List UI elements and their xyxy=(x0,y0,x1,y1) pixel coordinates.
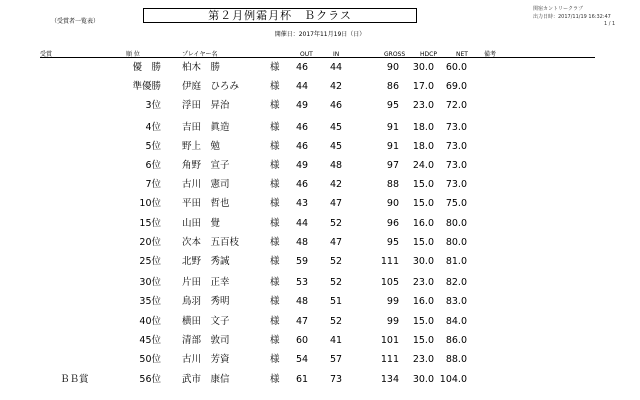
out-score: 49 xyxy=(296,160,309,171)
net-score: 73.0 xyxy=(445,141,467,152)
player-name: 古川 憲司 xyxy=(182,179,230,190)
player-name: 古川 芳資 xyxy=(182,354,230,365)
net-score: 69.0 xyxy=(445,81,467,92)
table-row xyxy=(0,331,640,350)
out-score: 46 xyxy=(296,62,309,73)
gross-score: 95 xyxy=(386,100,399,111)
table-row xyxy=(0,273,640,292)
player-name: 武市 康信 xyxy=(182,374,230,385)
out-score: 54 xyxy=(296,354,309,365)
hdcp-value: 15.0 xyxy=(412,198,434,209)
gross-score: 95 xyxy=(386,237,399,248)
in-score: 48 xyxy=(330,160,343,171)
table-row xyxy=(0,214,640,233)
in-score: 44 xyxy=(330,62,343,73)
hdcp-value: 17.0 xyxy=(412,81,434,92)
player-name: 浮田 昇治 xyxy=(182,100,230,111)
player-name: 野上 勉 xyxy=(182,141,221,152)
player-name: 吉田 眞造 xyxy=(182,122,230,133)
net-score: 104.0 xyxy=(439,374,467,385)
col-gross: GROSS xyxy=(384,51,406,58)
in-score: 45 xyxy=(330,141,343,152)
col-net: NET xyxy=(456,51,468,58)
honorific: 様 xyxy=(270,122,280,133)
in-score: 46 xyxy=(330,100,343,111)
table-row xyxy=(0,58,640,77)
out-score: 44 xyxy=(296,218,309,229)
net-score: 84.0 xyxy=(445,316,467,327)
honorific: 様 xyxy=(270,354,280,365)
honorific: 様 xyxy=(270,335,280,346)
player-name: 山田 覺 xyxy=(182,218,221,229)
player-name: 鳥羽 秀明 xyxy=(182,296,230,307)
hdcp-value: 23.0 xyxy=(412,277,434,288)
out-score: 53 xyxy=(296,277,309,288)
table-row xyxy=(0,233,640,252)
table-row xyxy=(0,370,640,389)
in-score: 42 xyxy=(330,179,343,190)
in-score: 47 xyxy=(330,198,343,209)
rank-cell: 6位 xyxy=(145,160,161,171)
out-score: 49 xyxy=(296,100,309,111)
page-title: 第２月例霜月杯 Ｂクラス xyxy=(143,8,417,23)
rank-cell: 50位 xyxy=(139,354,161,365)
rank-cell: 20位 xyxy=(139,237,161,248)
gross-score: 97 xyxy=(386,160,399,171)
print-timestamp: 出力日時：2017/11/19 16:32:47 xyxy=(533,14,611,20)
in-score: 41 xyxy=(330,335,343,346)
rank-cell: 10位 xyxy=(139,198,161,209)
net-score: 81.0 xyxy=(445,256,467,267)
player-name: 北野 秀誠 xyxy=(182,256,230,267)
net-score: 73.0 xyxy=(445,179,467,190)
honorific: 様 xyxy=(270,100,280,111)
player-name: 伊庭 ひろみ xyxy=(182,81,240,92)
in-score: 47 xyxy=(330,237,343,248)
player-name: 平田 哲也 xyxy=(182,198,230,209)
net-score: 75.0 xyxy=(445,198,467,209)
gross-score: 101 xyxy=(380,335,399,346)
gross-score: 88 xyxy=(386,179,399,190)
net-score: 80.0 xyxy=(445,218,467,229)
honorific: 様 xyxy=(270,141,280,152)
col-in: IN xyxy=(333,51,340,58)
gross-score: 99 xyxy=(386,296,399,307)
table-row xyxy=(0,118,640,137)
hdcp-value: 23.0 xyxy=(412,100,434,111)
player-name: 横田 文子 xyxy=(182,316,230,327)
hdcp-value: 16.0 xyxy=(412,296,434,307)
gross-score: 111 xyxy=(380,354,399,365)
honorific: 様 xyxy=(270,316,280,327)
hdcp-value: 15.0 xyxy=(412,316,434,327)
col-hdcp: HDCP xyxy=(420,51,437,58)
table-row xyxy=(0,350,640,369)
net-score: 83.0 xyxy=(445,296,467,307)
out-score: 44 xyxy=(296,81,309,92)
rank-cell: 40位 xyxy=(139,316,161,327)
table-row xyxy=(0,156,640,175)
rank-cell: 15位 xyxy=(139,218,161,229)
hdcp-value: 16.0 xyxy=(412,218,434,229)
rank-cell: 4位 xyxy=(145,122,161,133)
rank-cell: 準優勝 xyxy=(132,81,161,92)
in-score: 51 xyxy=(330,296,343,307)
honorific: 様 xyxy=(270,237,280,248)
gross-score: 91 xyxy=(386,122,399,133)
in-score: 52 xyxy=(330,218,343,229)
in-score: 45 xyxy=(330,122,343,133)
hdcp-value: 18.0 xyxy=(412,122,434,133)
out-score: 43 xyxy=(296,198,309,209)
col-out: OUT xyxy=(300,51,313,58)
player-name: 角野 宣子 xyxy=(182,160,230,171)
col-rank: 順 位 xyxy=(126,51,140,58)
honorific: 様 xyxy=(270,296,280,307)
gross-score: 96 xyxy=(386,218,399,229)
net-score: 88.0 xyxy=(445,354,467,365)
gross-score: 91 xyxy=(386,141,399,152)
out-score: 61 xyxy=(296,374,309,385)
table-row xyxy=(0,292,640,311)
gross-score: 111 xyxy=(380,256,399,267)
rank-cell: 25位 xyxy=(139,256,161,267)
in-score: 42 xyxy=(330,81,343,92)
honorific: 様 xyxy=(270,374,280,385)
award-cell: ＢＢ賞 xyxy=(60,374,89,385)
out-score: 60 xyxy=(296,335,309,346)
rank-cell: 7位 xyxy=(145,179,161,190)
hdcp-value: 23.0 xyxy=(412,354,434,365)
out-score: 48 xyxy=(296,237,309,248)
gross-score: 105 xyxy=(380,277,399,288)
list-type-label: （受賞者一覧表） xyxy=(51,18,100,25)
in-score: 52 xyxy=(330,316,343,327)
honorific: 様 xyxy=(270,179,280,190)
table-row xyxy=(0,137,640,156)
rank-cell: 5位 xyxy=(145,141,161,152)
rank-cell: 優 勝 xyxy=(132,62,161,73)
table-row xyxy=(0,77,640,96)
hdcp-value: 15.0 xyxy=(412,335,434,346)
gross-score: 99 xyxy=(386,316,399,327)
hdcp-value: 24.0 xyxy=(412,160,434,171)
table-row xyxy=(0,312,640,331)
rank-cell: 30位 xyxy=(139,277,161,288)
out-score: 47 xyxy=(296,316,309,327)
club-name: 関宿カントリークラブ xyxy=(533,6,584,12)
out-score: 46 xyxy=(296,179,309,190)
rank-cell: 3位 xyxy=(145,100,161,111)
out-score: 48 xyxy=(296,296,309,307)
hdcp-value: 15.0 xyxy=(412,237,434,248)
player-name: 柏木 勝 xyxy=(182,62,221,73)
table-row xyxy=(0,194,640,213)
player-name: 次本 五百枝 xyxy=(182,237,240,248)
net-score: 73.0 xyxy=(445,160,467,171)
hdcp-value: 30.0 xyxy=(412,374,434,385)
page-number: 1 / 1 xyxy=(604,21,616,27)
col-player: プレイヤー名 xyxy=(182,51,218,58)
out-score: 46 xyxy=(296,141,309,152)
honorific: 様 xyxy=(270,198,280,209)
honorific: 様 xyxy=(270,160,280,171)
honorific: 様 xyxy=(270,256,280,267)
rank-cell: 56位 xyxy=(139,374,161,385)
hdcp-value: 30.0 xyxy=(412,256,434,267)
net-score: 72.0 xyxy=(445,100,467,111)
in-score: 57 xyxy=(330,354,343,365)
event-date: 開催日：2017年11月19日（日） xyxy=(274,31,366,38)
gross-score: 134 xyxy=(380,374,399,385)
col-award: 受賞 xyxy=(40,51,53,58)
gross-score: 90 xyxy=(386,62,399,73)
out-score: 59 xyxy=(296,256,309,267)
honorific: 様 xyxy=(270,277,280,288)
net-score: 86.0 xyxy=(445,335,467,346)
rank-cell: 45位 xyxy=(139,335,161,346)
in-score: 52 xyxy=(330,256,343,267)
net-score: 80.0 xyxy=(445,237,467,248)
in-score: 52 xyxy=(330,277,343,288)
player-name: 清部 敦司 xyxy=(182,335,230,346)
honorific: 様 xyxy=(270,218,280,229)
net-score: 82.0 xyxy=(445,277,467,288)
gross-score: 90 xyxy=(386,198,399,209)
out-score: 46 xyxy=(296,122,309,133)
table-row xyxy=(0,175,640,194)
hdcp-value: 30.0 xyxy=(412,62,434,73)
gross-score: 86 xyxy=(386,81,399,92)
player-name: 片田 正幸 xyxy=(182,277,230,288)
table-row xyxy=(0,96,640,115)
table-row xyxy=(0,252,640,271)
col-remarks: 備考 xyxy=(484,51,497,58)
net-score: 60.0 xyxy=(445,62,467,73)
net-score: 73.0 xyxy=(445,122,467,133)
hdcp-value: 18.0 xyxy=(412,141,434,152)
honorific: 様 xyxy=(270,62,280,73)
hdcp-value: 15.0 xyxy=(412,179,434,190)
honorific: 様 xyxy=(270,81,280,92)
in-score: 73 xyxy=(330,374,343,385)
rank-cell: 35位 xyxy=(139,296,161,307)
